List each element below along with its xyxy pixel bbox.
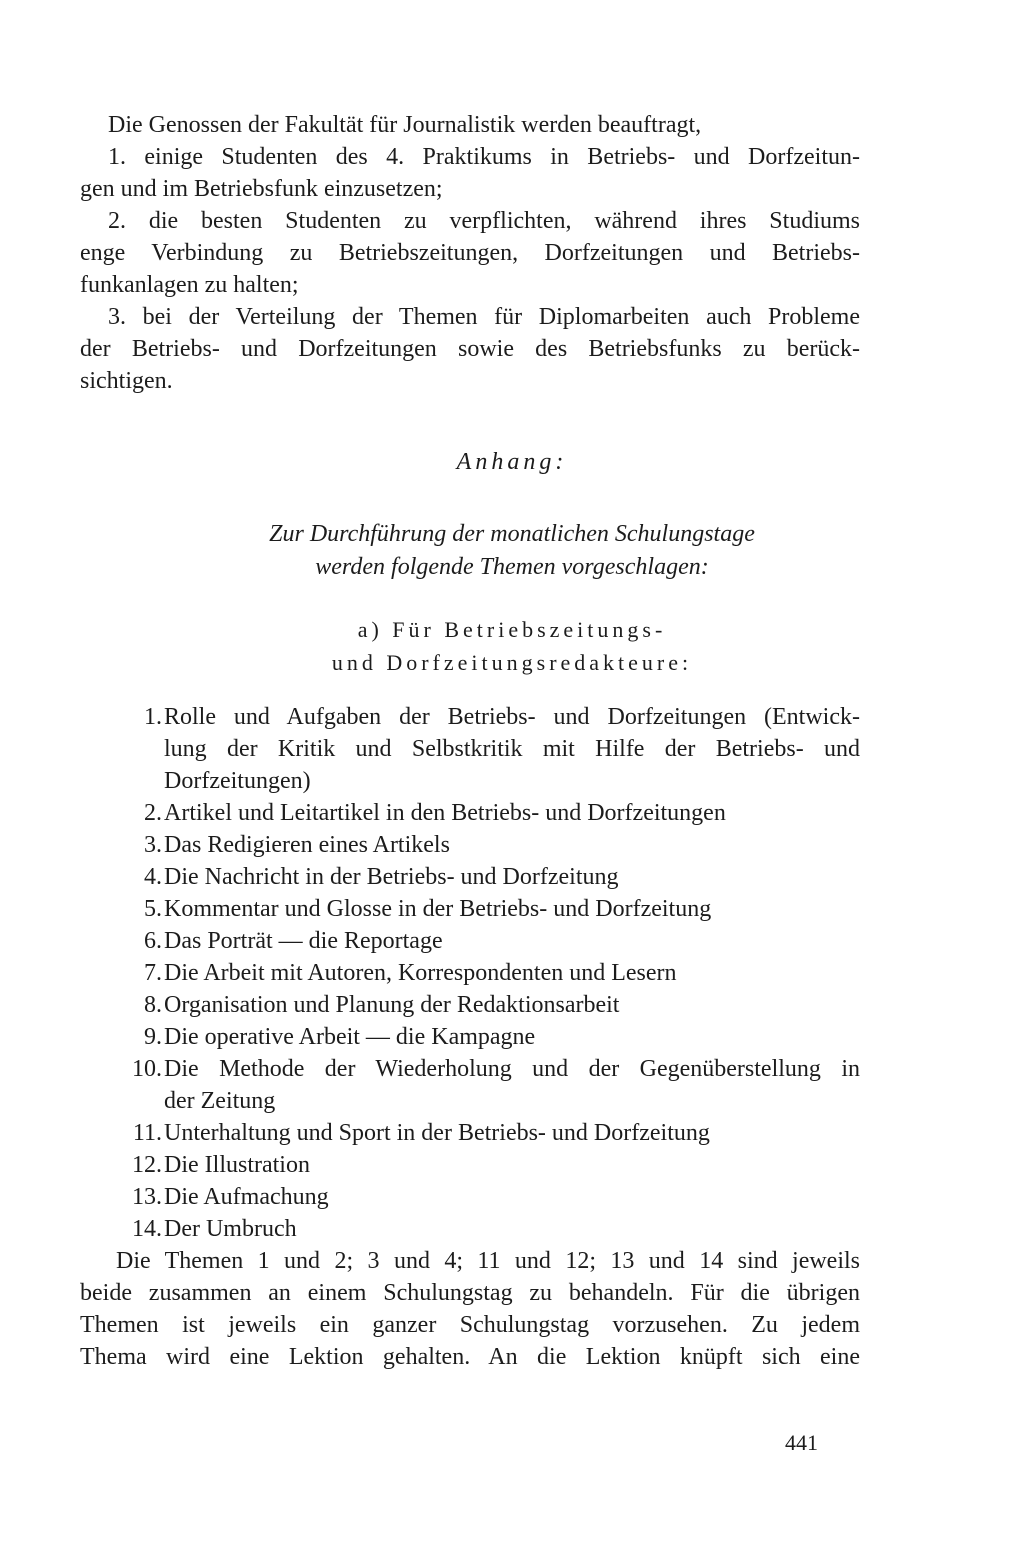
item-text: Das Porträt — die Reportage — [164, 928, 443, 954]
list-item — [120, 925, 860, 957]
list-item — [120, 829, 860, 861]
item-number: 12. — [132, 1152, 162, 1178]
list-item — [120, 1149, 860, 1181]
list-item — [120, 1181, 860, 1213]
appendix-heading: Anhang: — [456, 449, 568, 475]
intro-line: 1. einige Studenten des 4. Praktikums in Betriebs- und Dorfzeitun- — [108, 144, 860, 170]
intro-line: 3. bei der Verteilung der Themen für Diplomarbeiten auch Probleme — [108, 304, 860, 330]
list-item — [120, 797, 860, 829]
closing-line: beide zusammen an einem Schulungstag zu behandeln. Für die übrigen — [80, 1280, 860, 1306]
item-text: Die Illustration — [164, 1152, 310, 1178]
list-item — [120, 861, 860, 893]
item-number: 6. — [144, 928, 162, 954]
list-item — [120, 1117, 860, 1149]
item-number: 11. — [132, 1120, 162, 1146]
list-item — [120, 893, 860, 925]
item-number: 10. — [132, 1056, 162, 1082]
closing-paragraph — [80, 1245, 860, 1373]
closing-line: Thema wird eine Lektion gehalten. An die Lektion knüpft sich eine — [80, 1344, 860, 1370]
item-text: Der Umbruch — [164, 1216, 297, 1242]
section-heading-line: a) Für Betriebszeitungs- — [357, 617, 667, 642]
item-text: Die Aufmachung — [164, 1184, 329, 1210]
item-text: Kommentar und Glosse in der Betriebs- und Dorfzeitung — [164, 896, 712, 922]
item-number: 14. — [132, 1216, 162, 1242]
item-text-line: lung der Kritik und Selbstkritik mit Hilfe der Betriebs- und — [164, 736, 860, 762]
item-text — [164, 1053, 860, 1117]
intro-paragraph — [80, 109, 860, 397]
list-item — [120, 701, 860, 797]
section-heading — [80, 613, 944, 679]
item-number: 9. — [144, 1024, 162, 1050]
appendix-subtitle — [80, 518, 944, 584]
item-text: Artikel und Leitartikel in den Betriebs- und Dorfzeitungen — [164, 800, 726, 826]
intro-line: der Betriebs- und Dorfzeitungen sowie des Betriebsfunks zu berück- — [80, 336, 860, 362]
item-text: Organisation und Planung der Redaktionsarbeit — [164, 992, 620, 1018]
subtitle-line: werden folgende Themen vorgeschlagen: — [315, 554, 709, 580]
intro-line: gen und im Betriebsfunk einzusetzen; — [80, 176, 443, 202]
item-text-line: Rolle und Aufgaben der Betriebs- und Dorfzeitungen (Entwick- — [164, 704, 860, 730]
topic-list — [120, 701, 860, 1245]
item-number: 8. — [144, 992, 162, 1018]
item-text-line: Dorfzeitungen) — [164, 768, 311, 794]
item-number: 4. — [144, 864, 162, 890]
closing-line: Themen ist jeweils ein ganzer Schulungstag vorzusehen. Zu jedem — [80, 1312, 860, 1338]
intro-line: Die Genossen der Fakultät für Journalistik werden beauftragt, — [108, 112, 702, 138]
list-item — [120, 1213, 860, 1245]
list-item — [120, 989, 860, 1021]
intro-line: sichtigen. — [80, 368, 173, 394]
closing-line: Die Themen 1 und 2; 3 und 4; 11 und 12; 13 und 14 sind jeweils — [116, 1248, 860, 1274]
list-item — [120, 1021, 860, 1053]
item-text — [164, 701, 860, 797]
item-text-line: Die Methode der Wiederholung und der Gegenüberstellung in — [164, 1056, 860, 1082]
item-number: 5. — [144, 896, 162, 922]
list-item — [120, 957, 860, 989]
list-item — [120, 1053, 860, 1117]
intro-line: enge Verbindung zu Betriebszeitungen, Dorfzeitungen und Betriebs- — [80, 240, 860, 266]
item-text: Unterhaltung und Sport in der Betriebs- und Dorfzeitung — [164, 1120, 710, 1146]
item-text: Die operative Arbeit — die Kampagne — [164, 1024, 536, 1050]
item-number: 1. — [144, 704, 162, 730]
item-text-line: der Zeitung — [164, 1088, 276, 1114]
subtitle-line: Zur Durchführung der monatlichen Schulungstage — [269, 521, 755, 547]
item-text: Das Redigieren eines Artikels — [164, 832, 450, 858]
item-number: 13. — [132, 1184, 162, 1210]
intro-line: 2. die besten Studenten zu verpflichten, während ihres Studiums — [108, 208, 860, 234]
item-number: 7. — [144, 960, 162, 986]
item-number: 3. — [144, 832, 162, 858]
section-heading-line: und Dorfzeitungsredakteure: — [331, 650, 693, 675]
page-number: 441 — [785, 1430, 818, 1455]
intro-line: funkanlagen zu halten; — [80, 272, 299, 298]
item-number: 2. — [144, 800, 162, 826]
item-text: Die Nachricht in der Betriebs- und Dorfzeitung — [164, 864, 619, 890]
item-text: Die Arbeit mit Autoren, Korrespondenten und Lesern — [164, 960, 677, 986]
